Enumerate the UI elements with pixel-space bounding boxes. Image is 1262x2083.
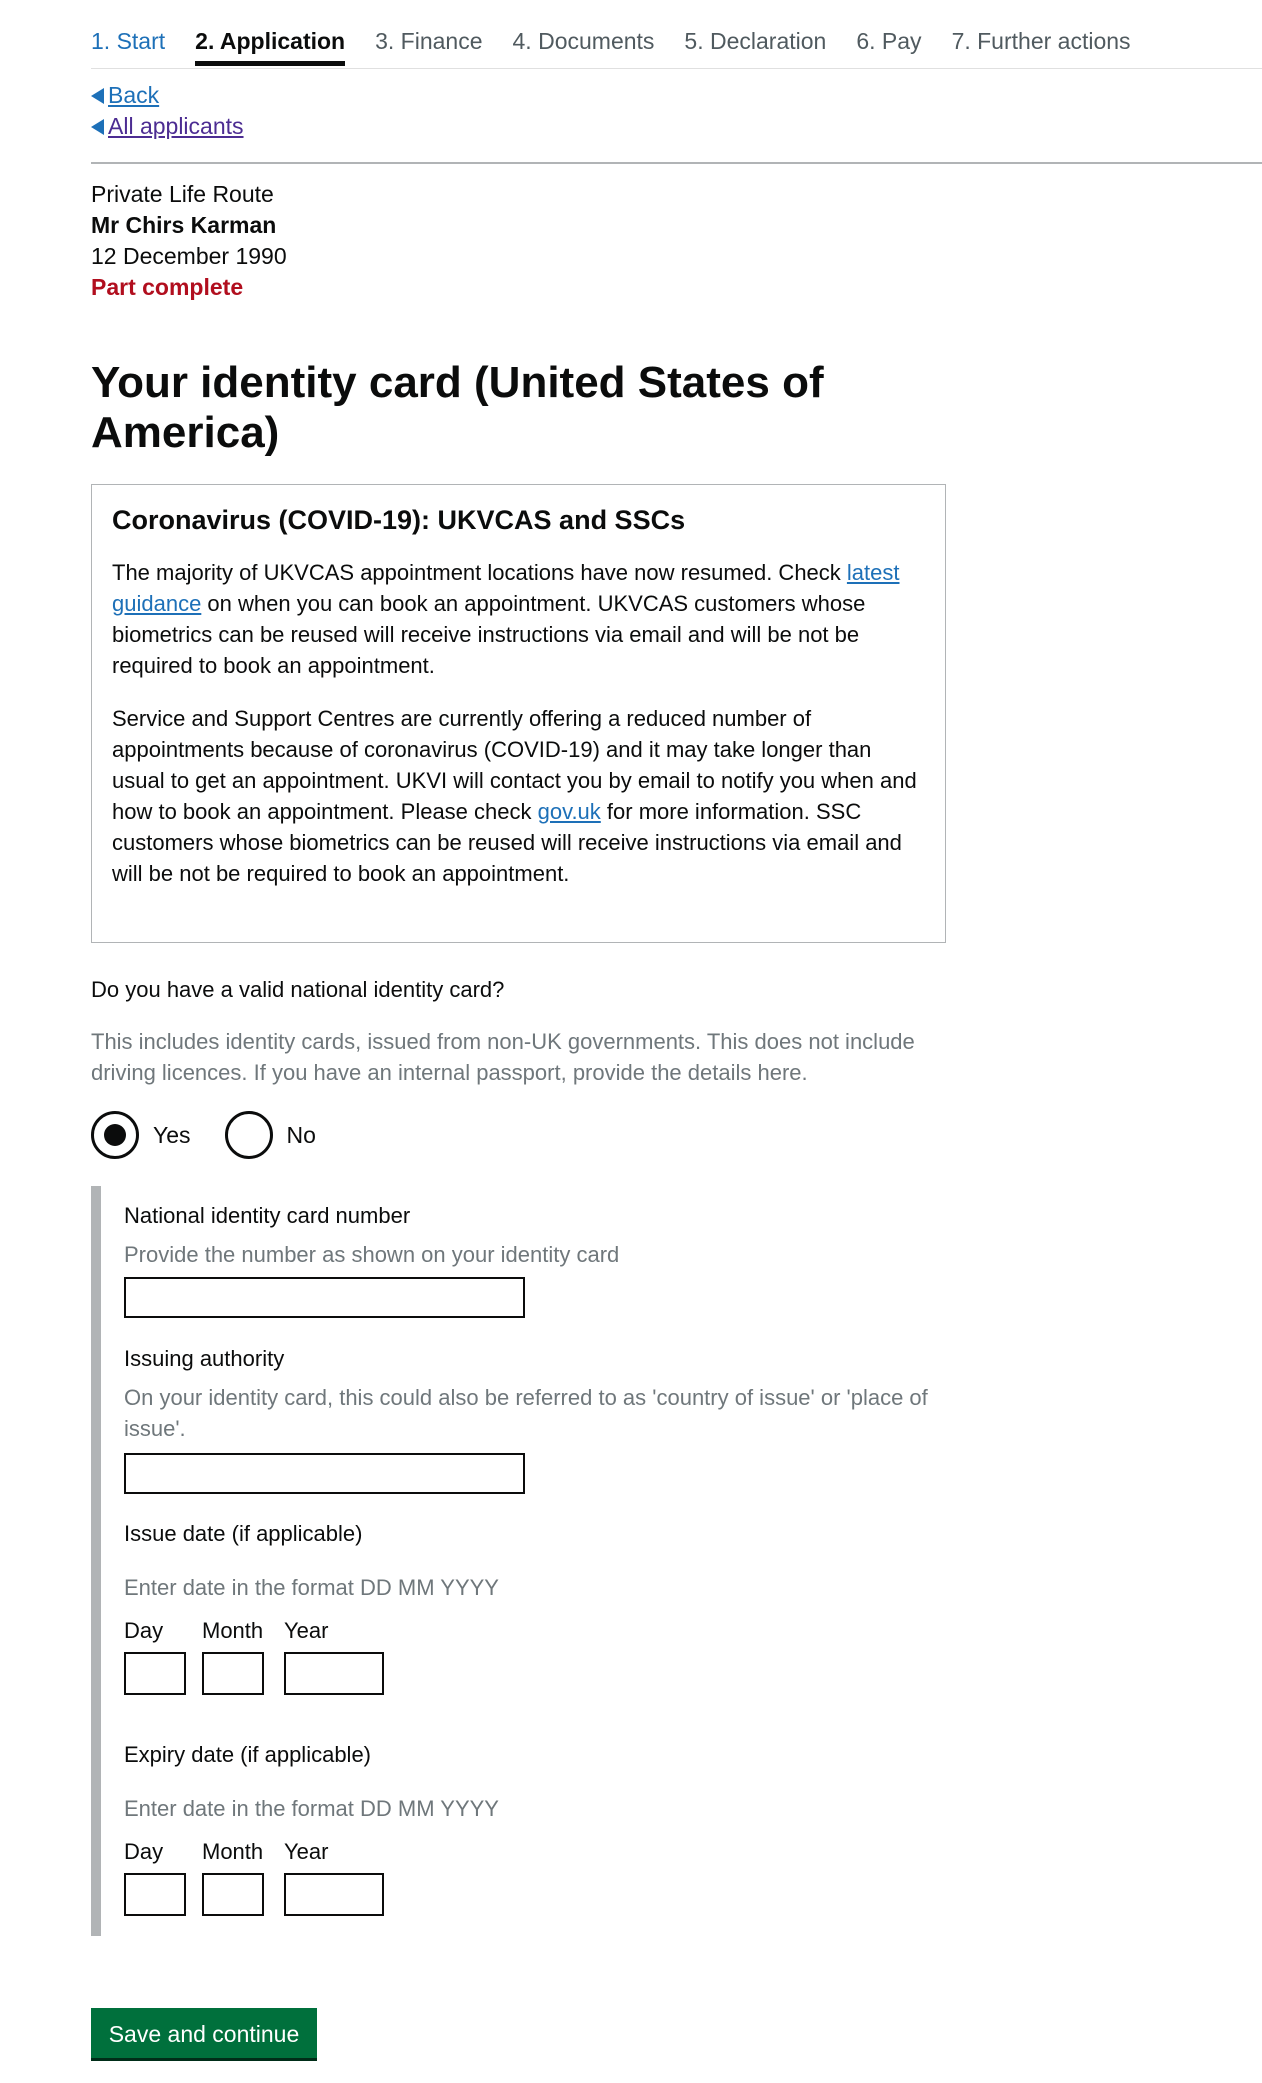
steps-divider	[91, 68, 1262, 69]
question-label: Do you have a valid national identity card?	[91, 977, 505, 1002]
step-navigation	[91, 28, 1161, 66]
expiry-date-label: Expiry date (if applicable)	[124, 1742, 372, 1767]
issue-day-input[interactable]	[124, 1652, 186, 1695]
issuing-authority-input[interactable]	[124, 1453, 525, 1494]
status-badge: Part complete	[91, 274, 244, 300]
expiry-year-label: Year	[284, 1839, 329, 1864]
issue-date-label: Issue date (if applicable)	[124, 1521, 363, 1546]
issue-month-input[interactable]	[202, 1652, 264, 1695]
gov-uk-link[interactable]: gov.uk	[537, 799, 601, 824]
card-number-input[interactable]	[124, 1277, 525, 1318]
issue-year-label: Year	[284, 1618, 329, 1643]
applicant-dob: 12 December 1990	[91, 243, 287, 269]
step-declaration: 5. Declaration	[684, 28, 827, 54]
back-link[interactable]: Back	[108, 82, 160, 108]
triangle-left-icon	[91, 88, 104, 104]
radio-yes-control[interactable]	[91, 1111, 139, 1159]
issue-date-hint: Enter date in the format DD MM YYYY	[124, 1575, 499, 1600]
expiry-day-input[interactable]	[124, 1873, 186, 1916]
all-applicants-link-row	[91, 111, 244, 142]
step-documents: 4. Documents	[512, 28, 655, 54]
save-and-continue-button[interactable]: Save and continue	[91, 2008, 317, 2058]
radio-no-label: No	[286, 1121, 316, 1148]
issuing-authority-hint: On your identity card, this could also be referred to as 'country of issue' or 'place of issue'.	[124, 1385, 928, 1441]
card-number-hint: Provide the number as shown on your identity card	[124, 1242, 620, 1267]
issuing-authority-label: Issuing authority	[124, 1346, 285, 1371]
notice-text: on when you can book an appointment. UKVCAS customers whose biometrics can be reused will receive instructions via email and will be not be required to book an appointment.	[112, 591, 866, 678]
step-further-actions: 7. Further actions	[951, 28, 1131, 54]
radio-yes[interactable]	[91, 1111, 191, 1159]
radio-no[interactable]	[225, 1111, 316, 1159]
covid-notice	[91, 484, 946, 943]
notice-heading: Coronavirus (COVID-19): UKVCAS and SSCs	[112, 505, 686, 535]
card-number-label: National identity card number	[124, 1203, 411, 1228]
expiry-month-input[interactable]	[202, 1873, 264, 1916]
notice-paragraph-2	[112, 703, 925, 889]
back-link-row	[91, 80, 244, 111]
latest-guidance-link[interactable]: latest guidance	[112, 560, 900, 616]
step-pay: 6. Pay	[856, 28, 922, 54]
radio-yes-label: Yes	[153, 1121, 191, 1148]
applicant-summary	[91, 179, 287, 303]
issue-day-label: Day	[124, 1618, 164, 1643]
applicant-name: Mr Chirs Karman	[91, 212, 277, 238]
section-divider	[91, 162, 1262, 164]
radio-group	[91, 1111, 350, 1159]
issue-year-input[interactable]	[284, 1652, 384, 1695]
step-application[interactable]: 2. Application	[195, 28, 345, 66]
expiry-date-hint: Enter date in the format DD MM YYYY	[124, 1796, 499, 1821]
notice-text: for more information. SSC customers whose biometrics can be reused will receive instructions via email and will be not be required to book an appointment.	[112, 799, 902, 886]
expiry-year-input[interactable]	[284, 1873, 384, 1916]
notice-text: The majority of UKVCAS appointment locations have now resumed. Check	[112, 560, 847, 585]
notice-paragraph-1	[112, 557, 925, 681]
step-start[interactable]: 1. Start	[91, 28, 166, 54]
radio-no-control[interactable]	[225, 1111, 273, 1159]
expiry-month-label: Month	[202, 1839, 264, 1864]
route-name: Private Life Route	[91, 181, 274, 207]
expiry-day-label: Day	[124, 1839, 164, 1864]
question-hint: This includes identity cards, issued from non-UK governments. This does not include driving licences. If you have an internal passport, provide the details here.	[91, 1029, 915, 1085]
step-finance: 3. Finance	[375, 28, 483, 54]
back-links	[91, 80, 244, 142]
page-title: Your identity card (United States of America)	[91, 358, 824, 457]
notice-text: Service and Support Centres are currently offering a reduced number of appointments because of coronavirus (COVID-19) and it may take longer than usual to get an appointment. UKVI will contact you by email to notify you when and how to book an appointment. Please check	[112, 706, 917, 824]
all-applicants-link[interactable]: All applicants	[108, 113, 244, 139]
triangle-left-icon	[91, 119, 104, 135]
issue-month-label: Month	[202, 1618, 264, 1643]
